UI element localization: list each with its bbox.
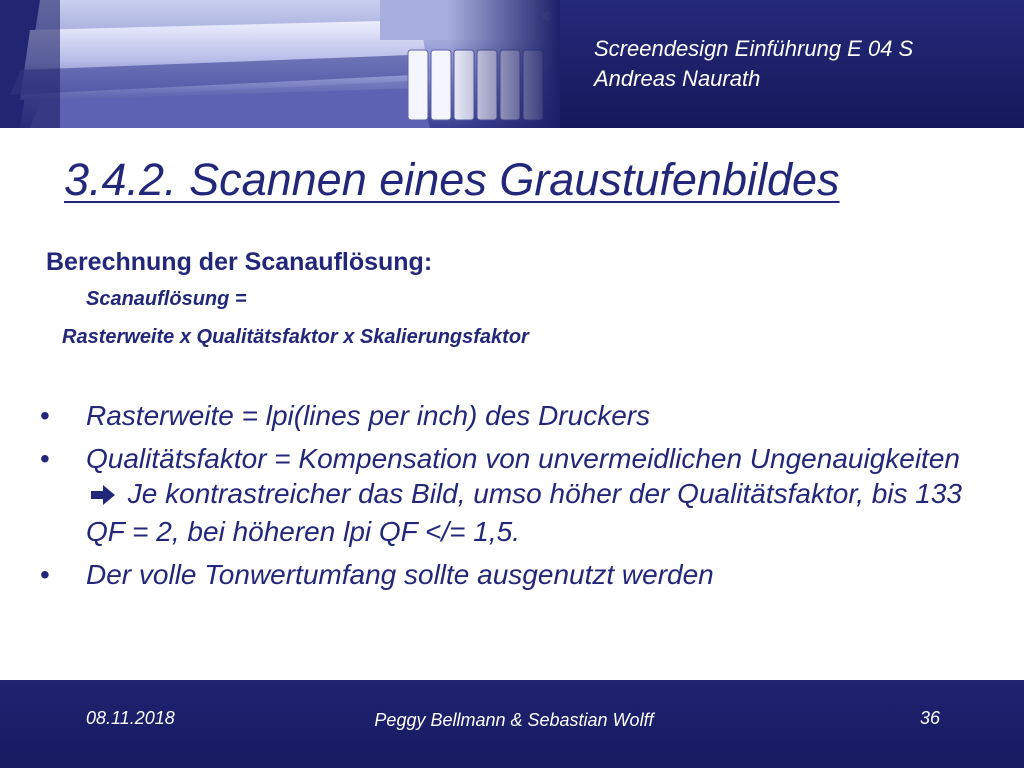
- arrow-right-icon: [90, 479, 116, 514]
- bullet-item: [40, 398, 1000, 433]
- bullet-marker: •: [40, 443, 50, 474]
- header-banner: [0, 0, 1024, 128]
- bullet-marker: •: [40, 559, 50, 590]
- bullet-marker: •: [40, 400, 50, 431]
- bullet-text: Der volle Tonwertumfang sollte ausgenutzt werden: [86, 559, 714, 590]
- header-caption: [594, 34, 913, 94]
- footer-date: 08.11.2018: [86, 708, 175, 728]
- page-number: 36: [919, 708, 940, 728]
- printer-photo-image: [0, 0, 560, 128]
- slide-title: 3.4.2. Scannen eines Graustufenbildes: [64, 154, 840, 205]
- bullet-item: [40, 557, 1000, 592]
- formula-rhs: Rasterweite x Qualitätsfaktor x Skalierungsfaktor: [62, 326, 529, 348]
- bullet-item: [40, 441, 1000, 549]
- footer-authors: Peggy Bellmann & Sebastian Wolff: [374, 710, 654, 730]
- bullet-text: Qualitätsfaktor = Kompensation von unvermeidlichen Ungenauigkeiten: [86, 443, 960, 474]
- formula-lhs: Scanauflösung =: [86, 288, 247, 310]
- presenter-name: Andreas Naurath: [594, 66, 761, 91]
- bullet-text: Rasterweite = lpi(lines per inch) des Druckers: [86, 400, 651, 431]
- bullet-list: [40, 398, 1000, 600]
- course-title: Screendesign Einführung E 04 S: [594, 36, 914, 61]
- calculation-heading: Berechnung der Scanauflösung:: [46, 248, 433, 276]
- footer-bar: [0, 680, 1024, 768]
- bullet-text-continued: Je kontrastreicher das Bild, umso höher der Qualitätsfaktor, bis 133 QF = 2, bei höheren lpi QF </= 1,5.: [86, 478, 962, 547]
